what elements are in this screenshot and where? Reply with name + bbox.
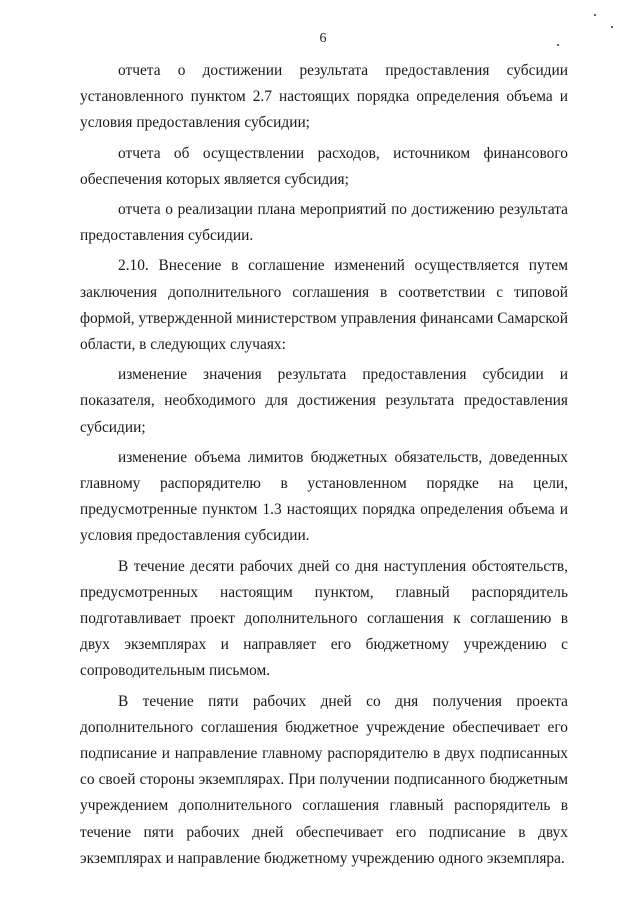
paragraph-2-10: 2.10. Внесение в соглашение изменений осуществляется путем заключения дополнительного соглашения в соответствии с типовой формой, утвержденной министерством управления финансами Самарской области, в следующих случаях: [80,257,568,354]
paragraph-report-expenses: отчета об осуществлении расходов, источником финансового обеспечения которых является субсидия; [80,144,568,188]
paragraph-report-result: отчета о достижении результата предоставления субсидии установленного пунктом 2.7 настоящих порядка определения объема и условия предоставления субсидии; [80,62,568,132]
paragraph-ten-days: В течение десяти рабочих дней со дня наступления обстоятельств, предусмотренных настоящим пунктом, главный распорядитель подготавливает проект дополнительного соглашения к соглашению в двух экземплярах и направляет его бюджетному учреждению с сопроводительным письмом. [80,557,568,680]
scan-speck [611,26,613,28]
document-body [80,58,568,872]
paragraph-five-days: В течение пяти рабочих дней со дня получения проекта дополнительного соглашения бюджетное учреждение обеспечивает его подписание и направление главному распорядителю в двух подписанных со своей стороны экземплярах. При получении подписанного бюджетным учреждением дополнительного соглашения главный распорядитель в течение пяти рабочих дней обеспечивает его подписание в двух экземплярах и направление бюджетному учреждению одного экземпляра. [80,692,568,867]
paragraph-change-limits: изменение объема лимитов бюджетных обязательств, доведенных главному распорядителю в установленном порядке на цели, предусмотренные пунктом 1.3 настоящих порядка определения объема и условия предоставления субсидии. [80,448,568,545]
paragraph-change-result: изменение значения результата предоставления субсидии и показателя, необходимого для достижения результата предоставления субсидии; [80,366,568,436]
scan-speck [557,44,559,46]
paragraph-report-plan: отчета о реализации плана мероприятий по достижению результата предоставления субсидии. [80,201,568,245]
page-number: 6 [319,31,327,46]
scan-speck [594,14,596,16]
